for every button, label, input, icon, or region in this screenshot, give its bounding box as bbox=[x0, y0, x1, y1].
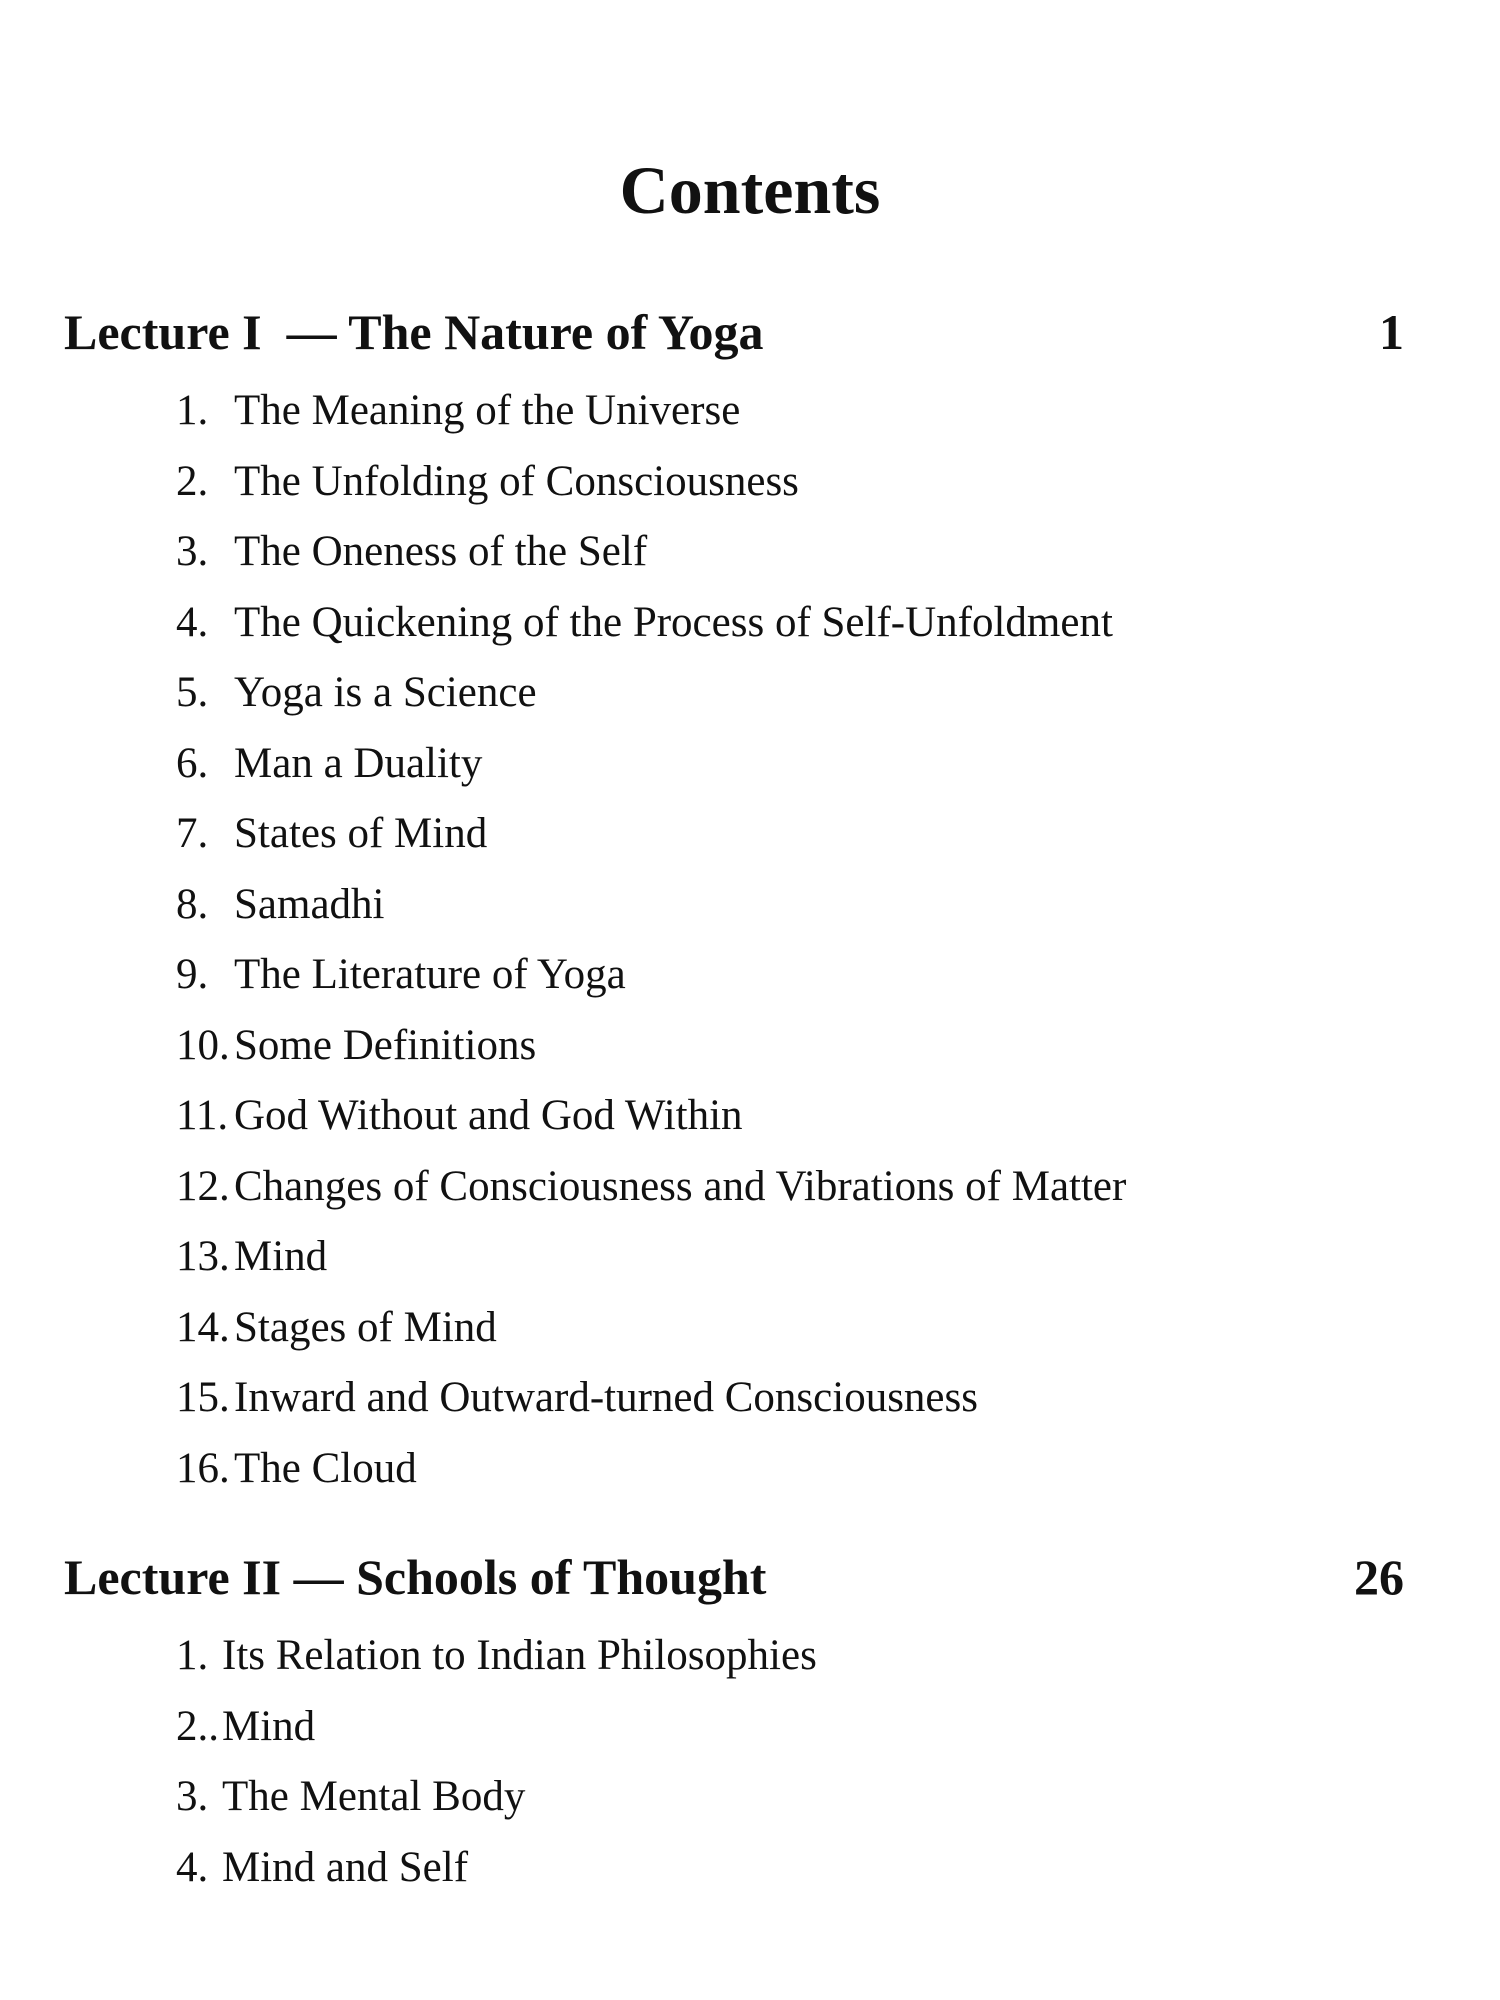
item-number: 7. bbox=[176, 810, 209, 857]
item-number: 14. bbox=[176, 1303, 230, 1351]
item-title: Stages of Mind bbox=[234, 1303, 497, 1351]
lecture-title: Lecture I — The Nature of Yoga bbox=[64, 304, 764, 360]
list-item bbox=[176, 1081, 1126, 1152]
item-title: Mind bbox=[222, 1702, 316, 1750]
list-item bbox=[176, 447, 1126, 518]
item-title: The Quickening of the Process of Self-Unfoldment bbox=[234, 598, 1113, 646]
list-item bbox=[176, 1434, 1126, 1505]
item-number: 4. bbox=[176, 1843, 209, 1891]
list-item bbox=[176, 1621, 817, 1692]
lecture-heading-2 bbox=[64, 1547, 1404, 1607]
item-title: The Literature of Yoga bbox=[234, 951, 626, 998]
item-number: 2.. bbox=[176, 1702, 219, 1750]
item-title: God Without and God Within bbox=[234, 1092, 743, 1139]
list-item bbox=[176, 1222, 1126, 1293]
list-item bbox=[176, 940, 1126, 1011]
item-title: Some Definitions bbox=[234, 1021, 537, 1069]
item-title: Man a Duality bbox=[234, 739, 483, 787]
list-item bbox=[176, 1293, 1126, 1364]
item-number: 9. bbox=[176, 951, 209, 998]
list-item bbox=[176, 1833, 817, 1904]
list-item bbox=[176, 1011, 1126, 1082]
list-item bbox=[176, 1152, 1126, 1223]
list-item bbox=[176, 1692, 817, 1763]
list-item bbox=[176, 799, 1126, 870]
item-title: The Unfolding of Consciousness bbox=[234, 457, 799, 505]
item-title: The Mental Body bbox=[222, 1773, 526, 1820]
item-number: 3. bbox=[176, 528, 209, 575]
item-number: 16. bbox=[176, 1444, 230, 1492]
list-item bbox=[176, 588, 1126, 659]
lecture-heading-1 bbox=[64, 302, 1404, 362]
item-title: The Cloud bbox=[234, 1444, 417, 1492]
item-title: Mind and Self bbox=[222, 1843, 469, 1891]
lecture-2-section-list bbox=[176, 1621, 817, 1903]
item-number: 10. bbox=[176, 1021, 230, 1069]
item-number: 13. bbox=[176, 1233, 230, 1280]
list-item bbox=[176, 658, 1126, 729]
lecture-page-number: 26 bbox=[1354, 1549, 1404, 1605]
list-item bbox=[176, 1762, 817, 1833]
item-number: 15. bbox=[176, 1374, 230, 1421]
list-item bbox=[176, 517, 1126, 588]
item-number: 2. bbox=[176, 457, 209, 505]
item-title: Mind bbox=[234, 1233, 328, 1280]
list-item bbox=[176, 870, 1126, 941]
item-number: 5. bbox=[176, 669, 209, 716]
item-title: The Oneness of the Self bbox=[234, 528, 648, 575]
item-number: 4. bbox=[176, 598, 209, 646]
item-number: 1. bbox=[176, 1632, 209, 1679]
lecture-1-section-list bbox=[176, 376, 1126, 1504]
item-number: 6. bbox=[176, 739, 209, 787]
item-title: The Meaning of the Universe bbox=[234, 387, 741, 434]
item-title: Yoga is a Science bbox=[234, 669, 537, 716]
list-item bbox=[176, 376, 1126, 447]
lecture-title: Lecture II — Schools of Thought bbox=[64, 1549, 767, 1605]
item-number: 11. bbox=[176, 1092, 229, 1139]
list-item bbox=[176, 729, 1126, 800]
item-number: 1. bbox=[176, 387, 209, 434]
lecture-page-number: 1 bbox=[1379, 304, 1404, 360]
item-number: 8. bbox=[176, 880, 209, 928]
item-title: States of Mind bbox=[234, 810, 488, 857]
item-number: 3. bbox=[176, 1773, 209, 1820]
item-title: Inward and Outward-turned Consciousness bbox=[234, 1374, 978, 1421]
item-number: 12. bbox=[176, 1162, 230, 1210]
item-title: Changes of Consciousness and Vibrations of Matter bbox=[234, 1162, 1127, 1210]
page-title: Contents bbox=[619, 152, 881, 228]
list-item bbox=[176, 1363, 1126, 1434]
item-title: Samadhi bbox=[234, 880, 385, 928]
item-title: Its Relation to Indian Philosophies bbox=[222, 1632, 817, 1679]
